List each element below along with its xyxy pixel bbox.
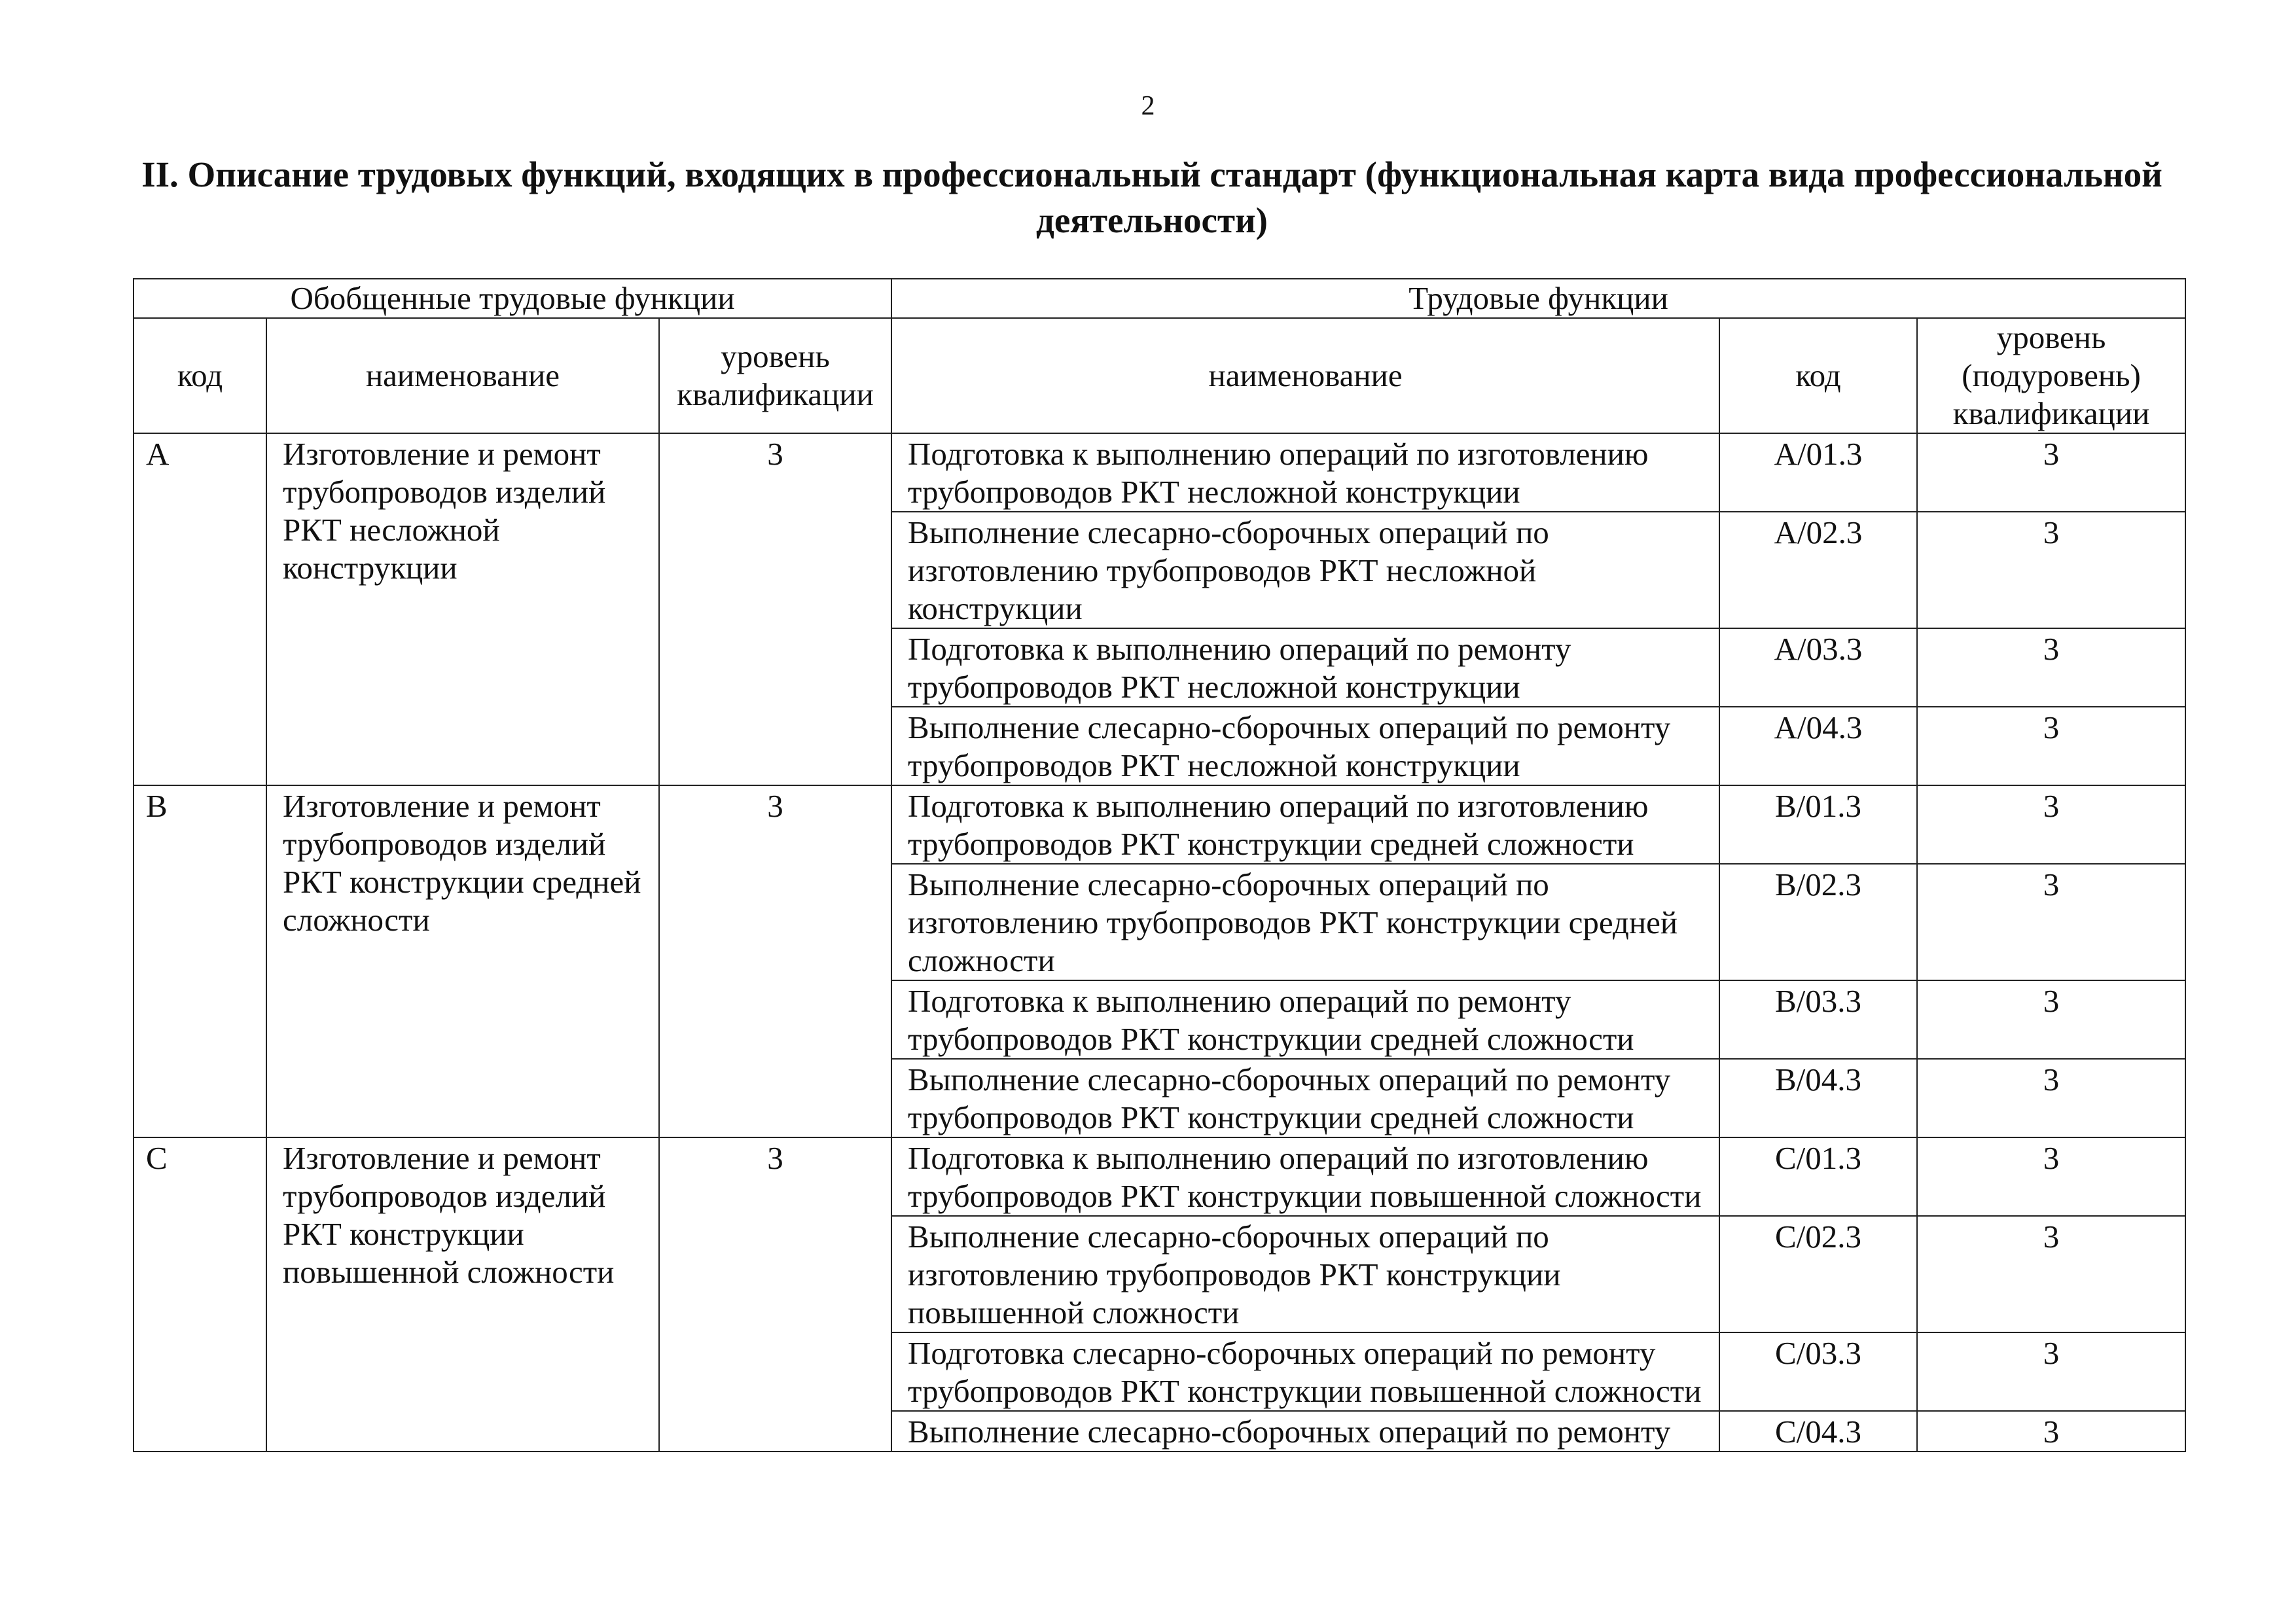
labor-function-name: Подготовка к выполнению операций по ремонту трубопроводов РКТ несложной конструкции: [891, 628, 1719, 707]
generalized-function-name: Изготовление и ремонт трубопроводов изделий РКТ конструкции средней сложности: [266, 785, 659, 1137]
labor-function-name: Выполнение слесарно-сборочных операций по изготовлению трубопроводов РКТ несложной конструкции: [891, 512, 1719, 628]
labor-function-name: Выполнение слесарно-сборочных операций по ремонту трубопроводов РКТ несложной конструкции: [891, 707, 1719, 785]
labor-function-code: A/02.3: [1719, 512, 1917, 628]
labor-function-code: C/04.3: [1719, 1411, 1917, 1452]
table-row: [134, 433, 2185, 512]
labor-function-name: Выполнение слесарно-сборочных операций по ремонту: [891, 1411, 1719, 1452]
labor-function-name: Подготовка к выполнению операций по изготовлению трубопроводов РКТ несложной конструкции: [891, 433, 1719, 512]
labor-function-code: B/04.3: [1719, 1059, 1917, 1137]
tf-code-header: код: [1719, 318, 1917, 433]
labor-function-code: A/04.3: [1719, 707, 1917, 785]
labor-function-code: B/02.3: [1719, 864, 1917, 980]
labor-function-level: 3: [1917, 980, 2185, 1059]
labor-function-level: 3: [1917, 1332, 2185, 1411]
labor-function-code: C/01.3: [1719, 1137, 1917, 1216]
labor-function-name: Подготовка слесарно-сборочных операций по ремонту трубопроводов РКТ конструкции повышенной сложности: [891, 1332, 1719, 1411]
gen-name-header: наименование: [266, 318, 659, 433]
group-header-row: [134, 279, 2185, 318]
labor-function-name: Выполнение слесарно-сборочных операций по ремонту трубопроводов РКТ конструкции средней сложности: [891, 1059, 1719, 1137]
page-title: II. Описание трудовых функций, входящих в профессиональный стандарт (функциональная карта вида профессиональной деятельности): [141, 154, 2162, 240]
table-row: [134, 785, 2185, 864]
gen-level-header: уровень квалификации: [659, 318, 891, 433]
generalized-function-code: C: [134, 1137, 266, 1452]
tf-name-header: наименование: [891, 318, 1719, 433]
generalized-function-level: 3: [659, 1137, 891, 1452]
functional-map-table: [133, 278, 2186, 1452]
labor-function-code: B/01.3: [1719, 785, 1917, 864]
labor-function-level: 3: [1917, 1059, 2185, 1137]
labor-function-code: A/01.3: [1719, 433, 1917, 512]
gen-code-header: код: [134, 318, 266, 433]
column-header-row: [134, 318, 2185, 433]
generalized-function-name: Изготовление и ремонт трубопроводов изделий РКТ несложной конструкции: [266, 433, 659, 785]
labor-function-name: Выполнение слесарно-сборочных операций по изготовлению трубопроводов РКТ конструкции повышенной сложности: [891, 1216, 1719, 1332]
labor-function-level: 3: [1917, 628, 2185, 707]
generalized-function-code: B: [134, 785, 266, 1137]
labor-function-name: Выполнение слесарно-сборочных операций по изготовлению трубопроводов РКТ конструкции средней сложности: [891, 864, 1719, 980]
labor-function-level: 3: [1917, 1137, 2185, 1216]
generalized-functions-header: Обобщенные трудовые функции: [134, 279, 891, 318]
generalized-function-code: A: [134, 433, 266, 785]
tf-level-header: уровень (подуровень) квалификации: [1917, 318, 2185, 433]
labor-function-name: Подготовка к выполнению операций по изготовлению трубопроводов РКТ конструкции средней сложности: [891, 785, 1719, 864]
labor-function-code: B/03.3: [1719, 980, 1917, 1059]
labor-function-code: A/03.3: [1719, 628, 1917, 707]
page-number: 2: [1141, 91, 1155, 121]
labor-functions-header: Трудовые функции: [891, 279, 2185, 318]
labor-function-level: 3: [1917, 1411, 2185, 1452]
labor-function-name: Подготовка к выполнению операций по изготовлению трубопроводов РКТ конструкции повышенной сложности: [891, 1137, 1719, 1216]
generalized-function-level: 3: [659, 785, 891, 1137]
table-row: [134, 1137, 2185, 1216]
generalized-function-name: Изготовление и ремонт трубопроводов изделий РКТ конструкции повышенной сложности: [266, 1137, 659, 1452]
labor-function-code: C/02.3: [1719, 1216, 1917, 1332]
labor-function-level: 3: [1917, 1216, 2185, 1332]
generalized-function-level: 3: [659, 433, 891, 785]
labor-function-level: 3: [1917, 785, 2185, 864]
labor-function-level: 3: [1917, 433, 2185, 512]
labor-function-level: 3: [1917, 512, 2185, 628]
labor-function-name: Подготовка к выполнению операций по ремонту трубопроводов РКТ конструкции средней сложности: [891, 980, 1719, 1059]
labor-function-level: 3: [1917, 864, 2185, 980]
labor-function-level: 3: [1917, 707, 2185, 785]
labor-function-code: C/03.3: [1719, 1332, 1917, 1411]
